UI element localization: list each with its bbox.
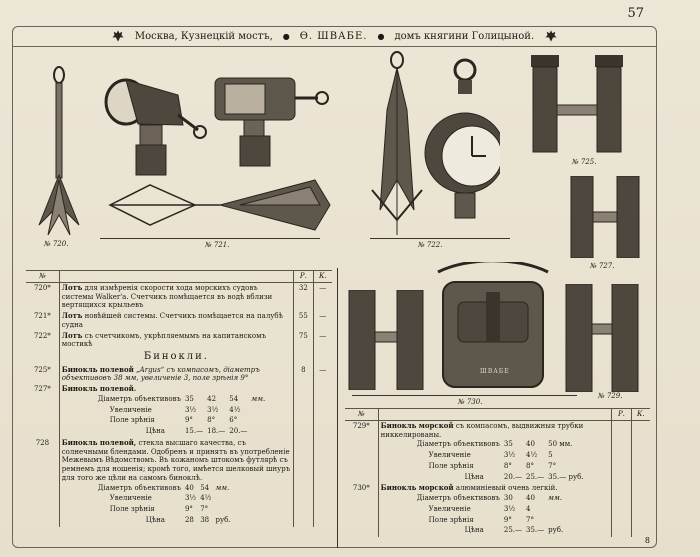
item-number: 722* <box>26 331 59 351</box>
spec-value: 40 <box>526 494 535 502</box>
spec-value: 54 <box>200 483 210 492</box>
spec-table-729 <box>415 439 586 482</box>
item-description <box>59 311 293 331</box>
table-row <box>26 365 332 385</box>
item-number: 729* <box>345 420 378 483</box>
spec-label: Увеличеніе <box>109 405 152 414</box>
item-text: съ компасомъ, выдвижныя трубки никкелированы. <box>380 421 584 439</box>
log-720-illustration <box>34 65 84 240</box>
spec-label: Увеличеніе <box>428 504 471 513</box>
spec-value: 35 <box>503 440 513 449</box>
spec-value: 3½ <box>207 405 219 414</box>
spec-value: 28 <box>184 515 194 524</box>
column-divider <box>337 268 338 548</box>
bottom-page-marker: 8 <box>644 536 650 545</box>
table-row <box>26 384 332 438</box>
figure-rule <box>100 238 320 239</box>
spec-value: 9° <box>184 505 193 513</box>
column-header-num: № <box>26 271 59 283</box>
price-kop: — <box>313 365 332 385</box>
item-text: стекла высшаго качества, съ солнечными блендами. Одобренъ и принятъ въ употребленіе Межевымъ Вѣдомствомъ. Въ кожаномъ штокомъ футлярѣ съ ремнемъ для ношенія; кромѣ того, имѣется шелковый шнуръ для того же цѣли на самомъ биноклѣ. <box>61 438 291 482</box>
table-row <box>26 282 332 311</box>
figure-label-729: № 729. <box>598 392 623 400</box>
left-catalog-table <box>26 270 332 527</box>
spec-value: 30 <box>503 494 513 502</box>
spec-value: 4 <box>526 504 531 513</box>
item-description <box>59 331 293 351</box>
table-row <box>26 311 332 331</box>
log-rotator-illustration <box>100 175 335 235</box>
item-description <box>59 384 293 438</box>
page-header <box>12 26 657 47</box>
spec-value: 7° <box>200 505 209 513</box>
spec-value: 25.— <box>503 526 522 535</box>
table-row <box>345 420 650 483</box>
spec-label: Увеличеніе <box>109 494 152 503</box>
price-rub: 8 <box>294 365 313 385</box>
item-text: для измѣренія скорости хода морскихъ судовъ системы Walker'а. Счетчикъ помѣщается въ водѣ вблизи вертящихся крыльевъ <box>61 283 273 310</box>
spec-value: 7° <box>548 461 557 470</box>
table-header-row <box>345 409 650 421</box>
spec-unit: мм. <box>215 483 230 492</box>
spec-value: 6° <box>229 416 238 425</box>
spec-table-727 <box>96 394 267 437</box>
spec-label: Поле зрѣнія <box>428 461 474 470</box>
spec-value: 35 <box>184 394 194 403</box>
spec-value: 3½ <box>503 451 516 459</box>
figure-label-730: № 730. <box>458 398 483 406</box>
log-722-dial-illustration <box>420 58 500 238</box>
column-header-kop: К. <box>313 271 332 283</box>
item-description <box>59 365 293 385</box>
spec-value: 20.— <box>229 427 248 435</box>
price-kop: — <box>313 331 332 351</box>
spec-value: 3½ <box>184 494 197 503</box>
spec-value: 4½ <box>229 405 241 414</box>
spec-value: 9° <box>503 515 512 524</box>
item-title: Лотъ <box>61 311 83 320</box>
figure-label-727: № 727. <box>590 262 615 270</box>
price-rub: 55 <box>294 311 313 331</box>
double-eagle-emblem-right <box>544 29 558 43</box>
item-title: Лотъ <box>61 282 83 292</box>
figure-label-725: № 725. <box>572 158 597 166</box>
item-text: алюминіевый очень легкій. <box>455 484 558 493</box>
spec-value: 40 <box>526 440 535 449</box>
spec-value: 35.— <box>526 526 545 535</box>
spec-value: 8° <box>526 461 534 470</box>
item-number: 720* <box>26 282 59 311</box>
figure-rule <box>370 238 510 239</box>
section-title: Бинокли. <box>143 351 209 362</box>
column-header-desc <box>59 271 293 283</box>
price-kop: — <box>313 311 332 331</box>
column-header-rub: Р. <box>294 271 313 283</box>
item-text: новѣйшей системы. Счетчикъ помѣщается на палубѣ судна <box>61 312 283 329</box>
item-number: 728 <box>26 438 59 527</box>
item-number: 725* <box>26 365 59 385</box>
column-header-num: № <box>345 409 378 421</box>
spec-value: 8° <box>503 461 512 470</box>
spec-value: 42 <box>207 394 217 403</box>
item-number: 730* <box>345 483 378 537</box>
header-separator: ● <box>282 31 290 41</box>
spec-value: 3½ <box>503 504 516 513</box>
binocular-729-illustration <box>562 284 642 392</box>
spec-table-730 <box>415 493 566 536</box>
item-text: съ счетчикомъ, укрѣпляемымъ на капитанскомъ мостикѣ <box>61 331 267 349</box>
right-catalog-table <box>345 408 650 537</box>
header-separator: ● <box>377 31 385 41</box>
double-eagle-emblem-left <box>111 29 125 43</box>
figure-rule <box>352 395 577 396</box>
spec-value: 25.— <box>526 472 545 481</box>
spec-label: Цѣна <box>464 472 484 481</box>
spec-unit: руб. <box>215 515 231 524</box>
item-description <box>378 420 612 483</box>
price-rub: 75 <box>294 331 313 351</box>
table-row <box>26 331 332 351</box>
spec-label: Діаметръ объективовъ <box>416 440 500 449</box>
spec-value: 5 <box>548 451 553 459</box>
spec-value: 9° <box>184 416 193 425</box>
price-kop: — <box>313 282 332 311</box>
item-title: Бинокль полевой. <box>61 384 137 393</box>
binocular-marine-illustration <box>345 290 430 390</box>
figure-label-720: № 720. <box>44 240 69 248</box>
log-721-counter-illustration <box>98 70 208 180</box>
spec-value: 54 <box>229 394 239 403</box>
spec-value: 4½ <box>526 451 538 459</box>
spec-unit: руб. <box>548 526 564 535</box>
spec-label: Діаметръ объективовъ <box>97 483 181 492</box>
item-description <box>59 438 293 527</box>
spec-value: 7° <box>526 515 534 524</box>
spec-unit: мм. <box>251 394 266 403</box>
header-house: домъ княгини Голицыной. <box>394 30 535 42</box>
log-721-mechanism-illustration <box>210 70 330 170</box>
spec-value: 4½ <box>200 494 212 503</box>
spec-label: Поле зрѣнія <box>109 416 155 425</box>
item-description <box>378 483 612 537</box>
item-number: 727* <box>26 384 59 438</box>
item-text: „Argus“ съ компасомъ, діаметръ объективовъ 38 мм, увеличеніе 3, поле зрѣнія 9° <box>61 365 260 383</box>
spec-value: 38 <box>200 515 210 524</box>
spec-value: 40 <box>184 483 194 492</box>
binocular-727-illustration <box>565 176 645 258</box>
section-title-row <box>26 350 332 365</box>
item-number: 721* <box>26 311 59 331</box>
spec-label: Поле зрѣнія <box>109 505 155 513</box>
column-header-rub: Р. <box>612 409 631 421</box>
column-header-kop: К. <box>631 409 650 421</box>
item-title: Бинокль морской <box>380 420 454 430</box>
spec-label: Увеличеніе <box>428 451 471 459</box>
spec-label: Цѣна <box>145 427 165 435</box>
spec-label: Поле зрѣнія <box>428 515 474 524</box>
table-header-row <box>26 271 332 283</box>
spec-value: 20.— <box>503 472 522 481</box>
item-title: Лотъ <box>61 330 83 340</box>
figure-label-721: № 721. <box>205 241 230 249</box>
spec-table-728 <box>96 483 233 526</box>
binocular-725-illustration <box>523 55 633 155</box>
spec-label: Цѣна <box>145 515 165 524</box>
table-row <box>345 483 650 537</box>
spec-value: 15.— <box>184 427 204 435</box>
spec-value: 50 мм. <box>548 440 573 449</box>
page-number: 57 <box>627 6 644 21</box>
item-title: Бинокль полевой, <box>61 437 137 447</box>
header-firm: Ѳ. ШВАБЕ. <box>299 30 368 42</box>
item-title: Бинокль морской <box>380 483 454 493</box>
item-title: Бинокль полевой <box>61 364 134 374</box>
spec-value: 8° <box>207 416 216 425</box>
spec-value: 35.— руб. <box>548 472 584 481</box>
item-description <box>59 282 293 311</box>
spec-value: 18.— <box>207 427 226 435</box>
case-brand-label: ШВАБЕ <box>480 368 510 375</box>
spec-value: 3½ <box>184 405 197 414</box>
spec-label: Цѣна <box>464 526 484 535</box>
table-row <box>26 438 332 527</box>
spec-label: Діаметръ объективовъ <box>416 494 500 502</box>
spec-unit: мм. <box>548 494 562 502</box>
header-city: Москва, Кузнецкій мостъ, <box>134 30 273 42</box>
column-header-desc <box>378 409 612 421</box>
figure-label-722: № 722. <box>418 241 443 249</box>
price-rub: 32 <box>294 282 313 311</box>
spec-label: Діаметръ объективовъ <box>97 394 181 403</box>
